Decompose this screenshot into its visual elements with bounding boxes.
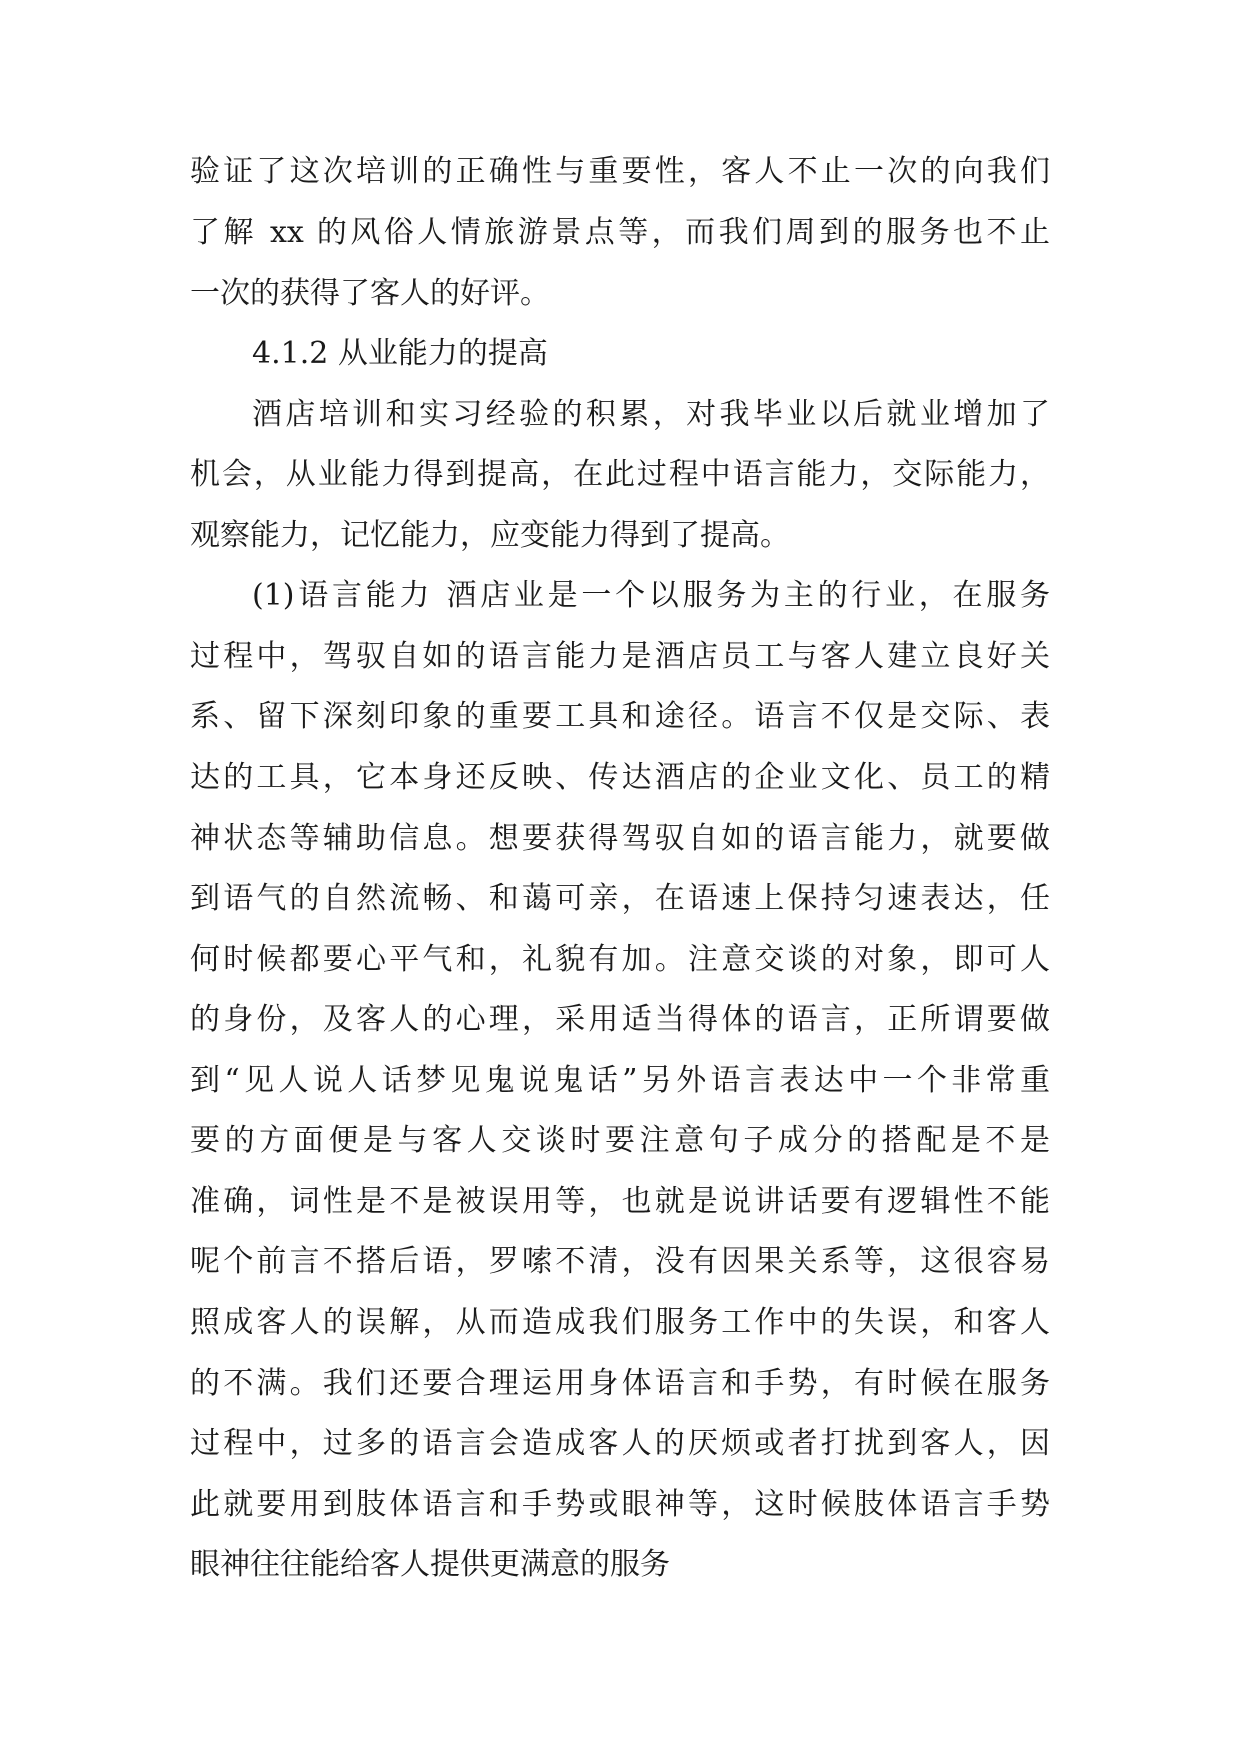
text-line: 一次的获得了客人的好评。 bbox=[190, 276, 550, 311]
text-line: 机会，从业能力得到提高，在此过程中语言能力，交际能力， bbox=[190, 457, 1050, 492]
text-line: (1)语言能力 酒店业是一个以服务为主的行业，在服务 bbox=[252, 578, 1050, 613]
text-line: 的不满。我们还要合理运用身体语言和手势，有时候在服务 bbox=[190, 1366, 1050, 1401]
text-line: 此就要用到肢体语言和手势或眼神等，这时候肢体语言手势 bbox=[190, 1487, 1050, 1522]
text-line: 酒店培训和实习经验的积累，对我毕业以后就业增加了 bbox=[252, 397, 1050, 432]
text-line: 准确，词性是不是被误用等，也就是说讲话要有逻辑性不能 bbox=[190, 1184, 1050, 1219]
text-line: 神状态等辅助信息。想要获得驾驭自如的语言能力，就要做 bbox=[190, 821, 1050, 856]
text-line: 验证了这次培训的正确性与重要性，客人不止一次的向我们 bbox=[190, 154, 1050, 189]
text-line: 眼神往往能给客人提供更满意的服务 bbox=[190, 1547, 670, 1582]
text-line: 系、留下深刻印象的重要工具和途径。语言不仅是交际、表 bbox=[190, 699, 1050, 734]
text-line: 照成客人的误解，从而造成我们服务工作中的失误，和客人 bbox=[190, 1305, 1050, 1340]
text-line: 呢个前言不搭后语，罗嗦不清，没有因果关系等，这很容易 bbox=[190, 1244, 1050, 1279]
text-line: 要的方面便是与客人交谈时要注意句子成分的搭配是不是 bbox=[190, 1123, 1050, 1158]
text-line: 的身份，及客人的心理，采用适当得体的语言，正所谓要做 bbox=[190, 1002, 1050, 1037]
section-heading: 4.1.2 从业能力的提高 bbox=[252, 336, 548, 371]
text-line: 了解 xx 的风俗人情旅游景点等，而我们周到的服务也不止 bbox=[190, 215, 1050, 250]
text-line: 何时候都要心平气和，礼貌有加。注意交谈的对象，即可人 bbox=[190, 942, 1050, 977]
text-line: 达的工具，它本身还反映、传达酒店的企业文化、员工的精 bbox=[190, 760, 1050, 795]
text-line: 到“见人说人话梦见鬼说鬼话”另外语言表达中一个非常重 bbox=[190, 1063, 1050, 1098]
text-line: 到语气的自然流畅、和蔼可亲，在语速上保持匀速表达，任 bbox=[190, 881, 1050, 916]
text-line: 过程中，驾驭自如的语言能力是酒店员工与客人建立良好关 bbox=[190, 639, 1050, 674]
text-line: 过程中，过多的语言会造成客人的厌烦或者打扰到客人，因 bbox=[190, 1426, 1050, 1461]
text-line: 观察能力，记忆能力，应变能力得到了提高。 bbox=[190, 518, 790, 553]
